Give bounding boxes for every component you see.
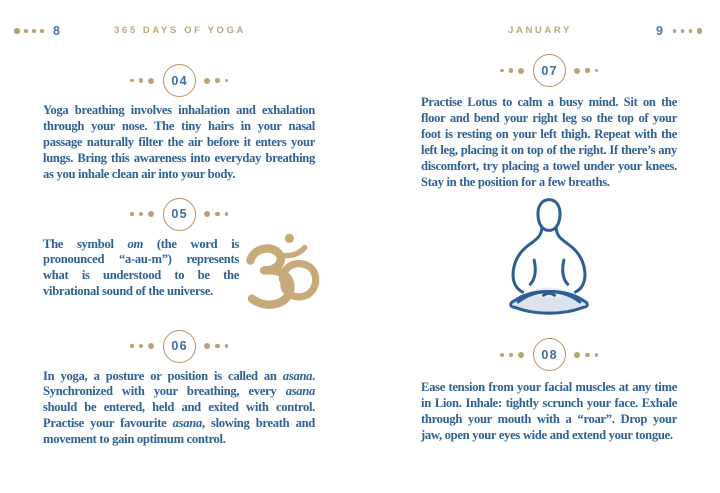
ornament-dot bbox=[130, 212, 134, 216]
entry-number-06: 06 bbox=[163, 330, 196, 363]
entry-text-07: Practise Lotus to calm a busy mind. Sit on the floor and bend your right leg so the top of your foot is resting on your left thigh. Repeat with the left leg, placing it on top of the right. If there’s any discomfort, try placing a towel under your knees. Stay in the position for a few breaths. bbox=[421, 95, 677, 189]
ornament-dot bbox=[500, 69, 504, 73]
entry-number-04: 04 bbox=[163, 64, 196, 97]
ornament-dot bbox=[673, 29, 677, 33]
ornament-dot bbox=[204, 343, 210, 349]
page-right bbox=[360, 0, 720, 493]
page-number-left: 8 bbox=[53, 24, 60, 38]
ornament-dot bbox=[595, 353, 599, 357]
page-header-right bbox=[360, 24, 720, 40]
ornament-dot bbox=[139, 212, 144, 217]
ornament-dot bbox=[148, 78, 154, 84]
ornament-dot bbox=[509, 68, 514, 73]
ornament-dot bbox=[681, 29, 685, 33]
ornament-dot bbox=[215, 344, 220, 349]
ornament-dot bbox=[697, 28, 703, 34]
entry-badge-04 bbox=[43, 64, 315, 97]
ornament-dot bbox=[215, 78, 220, 83]
folio-right bbox=[651, 24, 702, 38]
entry-number-07: 07 bbox=[533, 54, 566, 87]
ornament-dot bbox=[225, 212, 229, 216]
entry-badge-08 bbox=[421, 338, 677, 371]
ornament-dot bbox=[225, 344, 229, 348]
ornament-dot bbox=[225, 79, 229, 83]
ornament-dot bbox=[595, 69, 599, 73]
running-title-right: JANUARY bbox=[508, 25, 572, 36]
ornament-dot bbox=[204, 78, 210, 84]
ornament-dot bbox=[574, 352, 580, 358]
ornament-dot bbox=[204, 211, 210, 217]
ornament-dot bbox=[518, 68, 524, 74]
ornament-dot bbox=[585, 353, 590, 358]
ornament-dot bbox=[509, 353, 514, 358]
entry-badge-06 bbox=[43, 330, 315, 363]
page-number-right: 9 bbox=[656, 24, 663, 38]
ornament-dot bbox=[130, 79, 134, 83]
entry-text-04: Yoga breathing involves inhalation and exhalation through your nose. The tiny hairs in your nasal passage naturally filter the air before it enters your lungs. Bring this awareness into everyday breathing as you inhale clean air into your body. bbox=[43, 103, 315, 181]
page-header-left bbox=[0, 24, 360, 40]
ornament-dot bbox=[518, 352, 524, 358]
om-symbol-icon bbox=[239, 229, 323, 321]
entry-text-06: In yoga, a posture or position is called an asana. Synchronized with your breathing, every asana should be entered, held and exited with control. Practise your favourite asana, slowing breath and movement to gain optimum control. bbox=[43, 368, 315, 447]
entry-text-05: The symbol om (the word is pronounced “a-au-m”) represents what is understood to be the vibrational sound of the universe. bbox=[43, 236, 239, 299]
ornament-dot bbox=[148, 211, 154, 217]
entry-row-05 bbox=[43, 237, 315, 321]
ornament-dot bbox=[139, 78, 144, 83]
entry-number-08: 08 bbox=[533, 338, 566, 371]
entry-text-08: Ease tension from your facial muscles at any time in Lion. Inhale: tightly scrunch your face. Exhale through your mouth with a “roar”. Drop your jaw, open your eyes wide and extend your tongue. bbox=[421, 380, 677, 443]
running-title-left: 365 DAYS OF YOGA bbox=[114, 25, 246, 36]
entry-badge-05 bbox=[43, 198, 315, 231]
entry-badge-07 bbox=[421, 54, 677, 87]
entry-number-05: 05 bbox=[163, 198, 196, 231]
ornament-dot bbox=[585, 68, 590, 73]
ornament-dot bbox=[139, 344, 144, 349]
ornament-dot bbox=[215, 212, 220, 217]
ornament-dot bbox=[130, 344, 134, 348]
ornament-dot bbox=[500, 353, 504, 357]
ornament-dot bbox=[574, 68, 580, 74]
meditation-figure-illustration bbox=[421, 193, 677, 325]
ornament-dot bbox=[148, 343, 154, 349]
ornament-dot bbox=[689, 29, 693, 33]
